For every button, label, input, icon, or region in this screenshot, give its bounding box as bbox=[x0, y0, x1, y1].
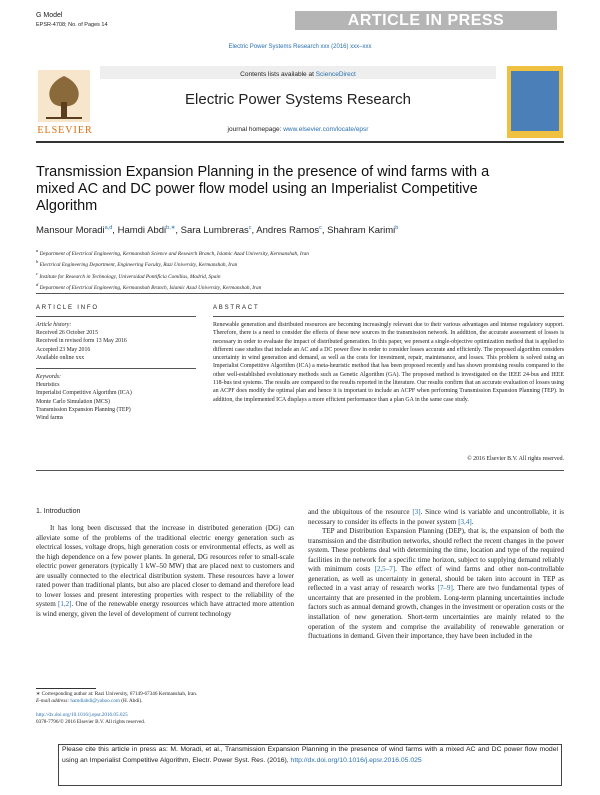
footnote-rule bbox=[36, 688, 96, 689]
abstract-text: Renewable generation and distributed resources are becoming increasingly relevant due to their various advantages and intense regulatory support. Therefore, there is a need to consider the effects of these new sources in the transmission network. In addition, the accurate assessment of losses is necessary in order to evaluate the impact of distributed generation. In this paper, we present a single-objective optimization method that is applied to different case studies that include an AC and a DC power flow in order to consider losses accurate and efficiently. The proposed algorithm considers uncertainty in wind generation and demand, as well as the costs for investment, repair, maintenance, and losses. This problem is solved using an Imperialist Competitive Algorithm (ICA) a meta-heuristic method that has been proposed recently and has shown promising results compared to the other well-established evolutionary methods such as Genetic Algorithm (GA). The proposed method is investigated on the IEEE 24-bus and IEEE 118-bus test systems. The results are compared to the results reported in the literature. Our results confirm that an accurate evaluation of losses using an ACPF does modify the optimal plan and hence it is important to include an ACPF when performing Transmission Expansion Planning (TEP). In addition, the implemented ICA displays a more efficient performance than a plan GA in the same case study. bbox=[213, 322, 564, 403]
article-title: Transmission Expansion Planning in the presence of wind farms with a mixed AC and DC power flow model using an Imperialist Competitive Algorithm bbox=[36, 164, 490, 214]
doi-link[interactable]: http://dx.doi.org/10.1016/j.epsr.2016.05.025 bbox=[36, 712, 128, 718]
keyword: Transmission Expansion Planning (TEP) bbox=[36, 406, 131, 413]
divider bbox=[213, 316, 564, 317]
divider bbox=[36, 470, 564, 471]
author-list: Mansour Moradi$^{a,d}$, Hamdi Abdi$^{b,∗}$, Sara Lumbreras$^c$, Andres Ramos$^c$, Shahram Karimi$^b$ bbox=[36, 225, 399, 237]
article-history bbox=[36, 321, 196, 362]
author-sup[interactable]: c bbox=[319, 225, 322, 231]
contents-prefix: Contents lists available at bbox=[240, 71, 314, 78]
divider bbox=[36, 368, 196, 369]
g-model-label: G Model bbox=[36, 12, 63, 19]
author-name: Hamdi Abdi bbox=[117, 225, 167, 237]
author-sup[interactable]: b bbox=[395, 225, 399, 231]
email-label: E-mail address: bbox=[36, 698, 70, 705]
contents-line bbox=[100, 71, 496, 78]
issn-line: 0378-7796/© 2016 Elsevier B.V. All rights reserved. bbox=[36, 719, 146, 726]
intro-column-left: It has long been discussed that the increase in distributed generation (DG) can alleviate some of the problems of the traditional electric energy generation such as electrical losses, voltage drops, high generation costs or environmental effects, as well as the high dependence on a few power plants. In general, DG resources refer to small-scale electric power generators (typically 1 kW–50 MW) that are placed next to customers and are usually connected to the electrical distribution system. These resources have a lower rated power than traditional plants, but also are placed closer to demand and therefore lead to lower losses and present interesting properties with respect to the reliability of the system [1,2]. One of the renewable energy resources which have attracted more attention is wind energy, given the level of development of current technology bbox=[36, 524, 294, 618]
author-sup[interactable]: c bbox=[248, 225, 252, 231]
footnote: ∗ Corresponding author at: Razi University, 67149-67346 Kermanshah, Iran. E-mail address: hamdiabdi@yahoo.com (H. Abdi). bbox=[36, 691, 294, 706]
citation-link[interactable]: [2,5–7] bbox=[374, 565, 396, 574]
journal-homepage bbox=[100, 126, 496, 133]
elsevier-wordmark: ELSEVIER bbox=[37, 125, 93, 136]
sciencedirect-link[interactable]: ScienceDirect bbox=[315, 71, 356, 78]
keyword: Wind farms bbox=[36, 415, 64, 422]
doi-footer bbox=[36, 712, 294, 727]
history-label: Article history: bbox=[36, 322, 72, 328]
article-info-heading: ARTICLE INFO bbox=[36, 305, 99, 311]
corresponding-author: ∗ Corresponding author at: Razi University, 67149-67346 Kermanshah, Iran. bbox=[36, 691, 198, 697]
author-sup[interactable]: b,∗ bbox=[166, 225, 176, 231]
article-meta: EPSR-4708; No. of Pages 14 bbox=[36, 22, 108, 28]
affiliation: $^b$ Electrical Engineering Department, Engineering Faculty, Razi University, Kermanshah, Iran bbox=[36, 259, 238, 269]
history-item: Received 26 October 2015 bbox=[36, 330, 98, 337]
author-name: Andres Ramos bbox=[256, 225, 320, 237]
email-link[interactable]: hamdiabdi@yahoo.com bbox=[70, 698, 120, 705]
keyword: Imperialist Competitive Algorithm (ICA) bbox=[36, 390, 132, 397]
introduction-heading: 1. Introduction bbox=[36, 508, 81, 515]
history-item: Available online xxx bbox=[36, 354, 85, 361]
affiliation: $^d$ Department of Electrical Engineering, Kermanshah Branch, Islamic Azad University, Kermanshah, Iran bbox=[36, 281, 262, 291]
copyright: © 2016 Elsevier B.V. All rights reserved. bbox=[467, 456, 564, 462]
divider bbox=[36, 316, 196, 317]
citation-link[interactable]: [1,2] bbox=[57, 600, 72, 609]
keyword: Monte Carlo Simulation (MCS) bbox=[36, 398, 110, 405]
homepage-link[interactable]: www.elsevier.com/locate/epsr bbox=[283, 126, 369, 133]
divider bbox=[36, 293, 564, 294]
journal-cover-art bbox=[511, 71, 559, 131]
citation-text: Please cite this article in press as: M. Moradi, et al., Transmission Expansion Planning in the presence of wind farms with a mixed AC and DC power flow model using an Imperialist Competitive Algorithm, Electr. Power Syst. Res. (2016), http://dx.doi.org/10.1016/j.epsr.2016.05.025 bbox=[62, 746, 558, 764]
author-sup[interactable]: a,d bbox=[104, 225, 113, 231]
affiliations bbox=[36, 247, 564, 292]
citation-link[interactable]: [3,4] bbox=[458, 517, 472, 526]
citation-doi-link[interactable]: http://dx.doi.org/10.1016/j.epsr.2016.05.025 bbox=[290, 756, 422, 764]
affiliation: $^c$ Institute for Research in Technology, Universidad Pontificia Comillas, Madrid, Spain bbox=[36, 270, 221, 280]
keywords bbox=[36, 373, 196, 422]
affiliation: $^a$ Department of Electrical Engineering, Kermanshah Science and Research Branch, Islamic Azad University, Kermanshah, Iran bbox=[36, 248, 309, 257]
citation-link[interactable]: [3] bbox=[412, 508, 421, 516]
citation-link[interactable]: [7–9] bbox=[437, 584, 453, 593]
author-name: Shahram Karimi bbox=[327, 225, 396, 237]
author-name: Mansour Moradi bbox=[36, 225, 105, 237]
abstract-heading: ABSTRACT bbox=[213, 305, 260, 311]
keywords-label: Keywords: bbox=[36, 374, 61, 380]
history-item: Received in revised form 13 May 2016 bbox=[36, 338, 127, 345]
keyword: Heuristics bbox=[36, 382, 60, 389]
journal-title: Electric Power Systems Research bbox=[185, 91, 411, 108]
intro-column-right: and the ubiquitous of the resource [3]. Since wind is variable and uncontrollable, it is necessary to consider its effects in the power system [3,4]. TEP and Distribution Expansion Planning (DEP), that is, the expansion of both the transmission and the distribution networks, should reflect the recent changes in the power system. These problems deal with determining the time, location and type of the required facilities in the network for a specific time horizon, subject to supplying demand reliably with minimum costs [2,5–7]. The effect of wind farms and other non-controllable generation, as well as uncertainty in general, should be taken into account in TEP as reflected in a vast array of research works [7–9]. There are two fundamental types of uncertainty that are presented in the problem. Long-term planning uncertainties include factors such as annual demand growth, changes in the investment or operation costs or the installation of new generation. Short-term uncertainties are mainly related to the operation of the system and comprise the availability of renewable generation or fluctuations in demand. Given their importance, they have been included in the bbox=[308, 508, 564, 641]
journal-reference[interactable]: Electric Power Systems Research xxx (2016) xxx–xxx bbox=[228, 44, 372, 50]
header-rule bbox=[36, 141, 564, 143]
article-in-press-banner: ARTICLE IN PRESS bbox=[295, 11, 557, 30]
author-name: Sara Lumbreras bbox=[180, 225, 249, 237]
homepage-prefix: journal homepage: bbox=[227, 126, 282, 133]
history-item: Accepted 23 May 2016 bbox=[36, 346, 91, 353]
